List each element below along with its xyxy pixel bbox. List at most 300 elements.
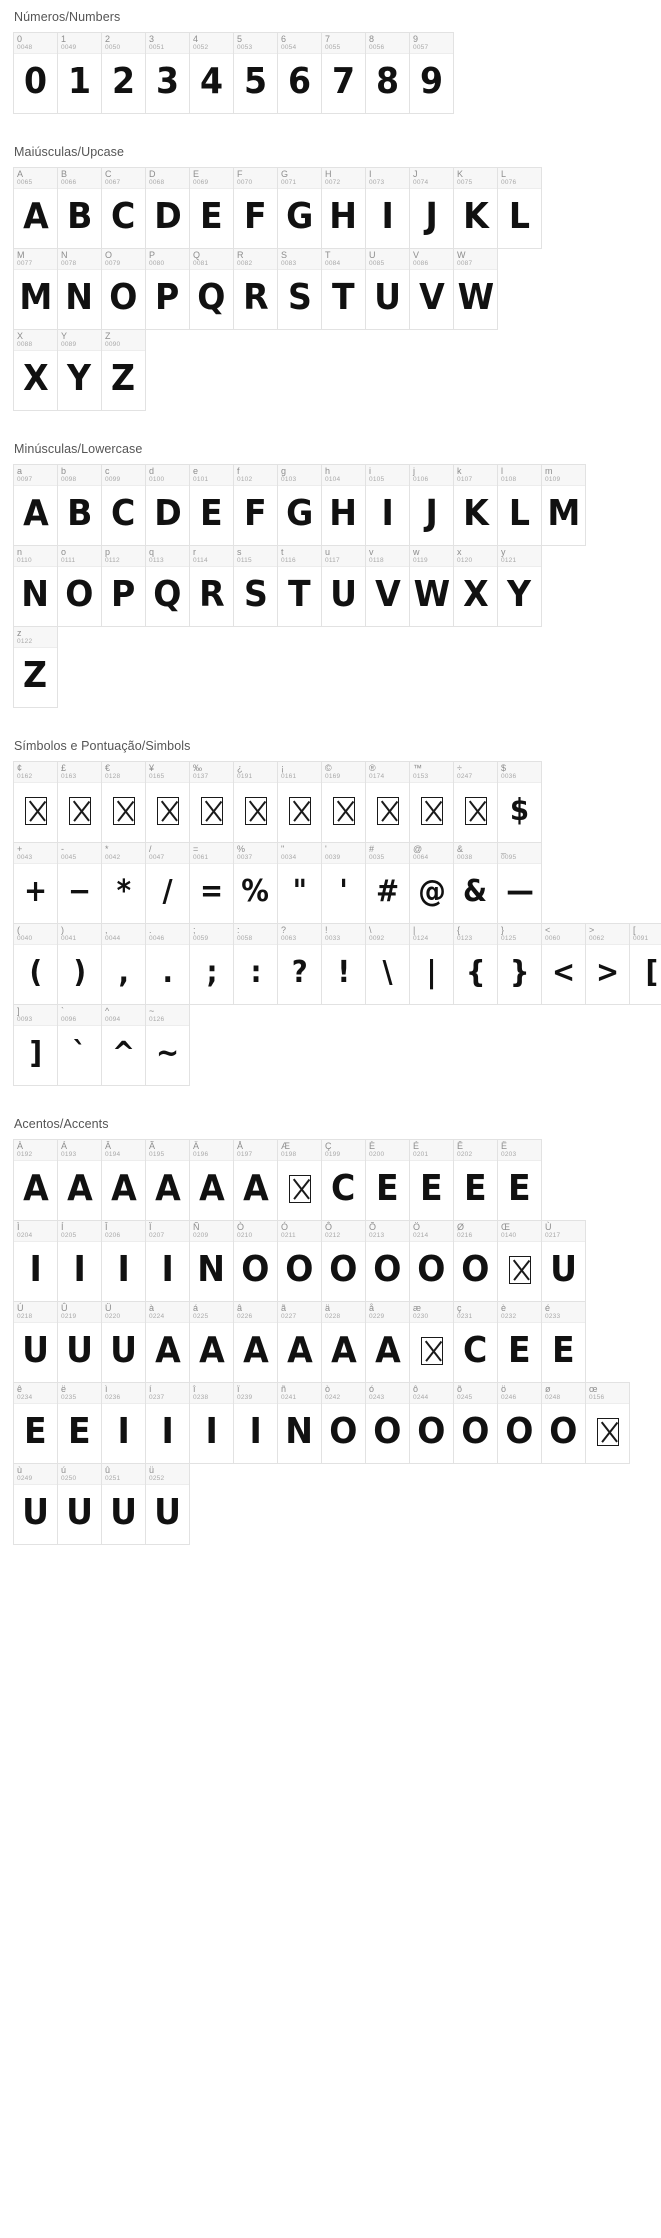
glyph-cell[interactable] bbox=[13, 32, 58, 114]
glyph-preview bbox=[454, 1404, 497, 1464]
glyph-char-label: ö bbox=[501, 1384, 507, 1394]
glyph-cell[interactable] bbox=[101, 545, 146, 627]
glyph-cell-header bbox=[366, 1383, 409, 1404]
glyph-cell[interactable] bbox=[321, 842, 366, 924]
glyph-cell[interactable] bbox=[541, 1220, 586, 1302]
glyph-cell[interactable] bbox=[409, 1382, 454, 1464]
glyph-cell[interactable] bbox=[453, 842, 498, 924]
glyph-cell[interactable] bbox=[365, 248, 410, 330]
glyph-cell[interactable] bbox=[233, 923, 278, 1005]
glyph-preview bbox=[102, 351, 145, 411]
glyph-code-label: 0174 bbox=[369, 773, 385, 780]
section-title: Símbolos e Pontuação/Simbols bbox=[14, 739, 191, 753]
glyph-cell[interactable] bbox=[57, 761, 102, 843]
glyph-cell[interactable] bbox=[321, 1220, 366, 1302]
glyph-cell[interactable] bbox=[453, 1382, 498, 1464]
glyph-char-label: N bbox=[61, 250, 68, 260]
glyph-cell[interactable] bbox=[145, 32, 190, 114]
glyph-cell[interactable] bbox=[101, 329, 146, 411]
glyph-code-label: 0063 bbox=[281, 935, 297, 942]
glyph-cell[interactable] bbox=[277, 1301, 322, 1383]
glyph-char-label: å bbox=[369, 1303, 375, 1313]
glyph-preview bbox=[102, 783, 145, 843]
glyph-cell-header bbox=[234, 1383, 277, 1404]
glyph-cell[interactable] bbox=[57, 32, 102, 114]
glyph-cell[interactable] bbox=[321, 1382, 366, 1464]
glyph-preview bbox=[14, 1404, 57, 1464]
glyph-cell[interactable] bbox=[189, 248, 234, 330]
glyph-cell[interactable] bbox=[497, 923, 542, 1005]
glyph-cell[interactable] bbox=[13, 1463, 58, 1545]
glyph-cell[interactable] bbox=[145, 1301, 190, 1383]
glyph-cell[interactable] bbox=[233, 761, 278, 843]
glyph-code-label: 0163 bbox=[61, 773, 77, 780]
glyph-cell[interactable] bbox=[453, 923, 498, 1005]
glyph-cell[interactable] bbox=[57, 329, 102, 411]
glyph-cell[interactable] bbox=[497, 1382, 542, 1464]
glyph-code-label: 0057 bbox=[413, 44, 429, 51]
glyph-code-label: 0201 bbox=[413, 1151, 429, 1158]
glyph-cell[interactable] bbox=[321, 1301, 366, 1383]
glyph-char-label: ! bbox=[325, 925, 328, 935]
glyph-cell[interactable] bbox=[277, 545, 322, 627]
glyph-cell[interactable] bbox=[541, 1382, 586, 1464]
glyph-cell[interactable] bbox=[145, 464, 190, 546]
glyph-cell[interactable] bbox=[145, 1004, 190, 1086]
glyph-char-label: ã bbox=[281, 1303, 287, 1313]
glyph-render: U bbox=[374, 277, 401, 318]
glyph-render: 5 bbox=[243, 61, 268, 102]
glyph-render: 2 bbox=[111, 61, 136, 102]
glyph-code-label: 0238 bbox=[193, 1394, 209, 1401]
glyph-cell[interactable] bbox=[57, 1004, 102, 1086]
glyph-cell[interactable] bbox=[145, 167, 190, 249]
glyph-preview bbox=[454, 783, 497, 843]
glyph-render: < bbox=[551, 955, 576, 990]
glyph-code-label: 0137 bbox=[193, 773, 209, 780]
glyph-cell[interactable] bbox=[409, 464, 454, 546]
glyph-cell[interactable] bbox=[321, 167, 366, 249]
glyph-code-label: 0216 bbox=[457, 1232, 473, 1239]
glyph-cell[interactable] bbox=[13, 1139, 58, 1221]
glyph-cell[interactable] bbox=[497, 545, 542, 627]
glyph-cell[interactable] bbox=[497, 167, 542, 249]
glyph-cell[interactable] bbox=[57, 545, 102, 627]
glyph-cell[interactable] bbox=[13, 842, 58, 924]
glyph-cell[interactable] bbox=[629, 923, 661, 1005]
glyph-cell[interactable] bbox=[101, 1463, 146, 1545]
glyph-cell[interactable] bbox=[365, 842, 410, 924]
glyph-cell[interactable] bbox=[541, 923, 586, 1005]
glyph-row bbox=[13, 1139, 661, 1220]
glyph-render: 8 bbox=[375, 61, 400, 102]
glyph-code-label: 0078 bbox=[61, 260, 77, 267]
glyph-cell[interactable] bbox=[497, 1301, 542, 1383]
glyph-cell[interactable] bbox=[101, 248, 146, 330]
glyph-cell[interactable] bbox=[13, 923, 58, 1005]
glyph-code-label: 0235 bbox=[61, 1394, 77, 1401]
glyph-cell[interactable] bbox=[13, 464, 58, 546]
glyph-cell[interactable] bbox=[189, 1220, 234, 1302]
glyph-cell-header bbox=[190, 1140, 233, 1161]
glyph-cell-header bbox=[146, 762, 189, 783]
glyph-code-label: 0209 bbox=[193, 1232, 209, 1239]
glyph-char-label: g bbox=[281, 466, 287, 476]
glyph-cell[interactable] bbox=[497, 761, 542, 843]
glyph-cell[interactable] bbox=[145, 248, 190, 330]
glyph-cell[interactable] bbox=[409, 1220, 454, 1302]
glyph-cell[interactable] bbox=[145, 842, 190, 924]
glyph-cell[interactable] bbox=[365, 167, 410, 249]
glyph-cell[interactable] bbox=[145, 545, 190, 627]
glyph-cell[interactable] bbox=[365, 464, 410, 546]
glyph-char-label: æ bbox=[413, 1303, 422, 1313]
glyph-cell[interactable] bbox=[57, 248, 102, 330]
glyph-preview bbox=[146, 1242, 189, 1302]
glyph-cell[interactable] bbox=[541, 464, 586, 546]
glyph-cell[interactable] bbox=[13, 1301, 58, 1383]
glyph-preview bbox=[278, 567, 321, 627]
glyph-char-label: Ì bbox=[17, 1222, 20, 1232]
glyph-cell[interactable] bbox=[57, 842, 102, 924]
glyph-render: M bbox=[547, 493, 580, 534]
glyph-preview bbox=[58, 1404, 101, 1464]
glyph-code-label: 0113 bbox=[149, 557, 164, 564]
glyph-preview bbox=[322, 270, 365, 330]
glyph-cell[interactable] bbox=[277, 464, 322, 546]
glyph-char-label: ¿ bbox=[237, 763, 243, 773]
glyph-cell-header bbox=[14, 627, 57, 648]
glyph-cell[interactable] bbox=[57, 464, 102, 546]
glyph-cell[interactable] bbox=[497, 464, 542, 546]
glyph-cell[interactable] bbox=[409, 167, 454, 249]
glyph-cell-header bbox=[278, 546, 321, 567]
glyph-char-label: Œ bbox=[501, 1222, 510, 1232]
glyph-cell[interactable] bbox=[321, 464, 366, 546]
glyph-cell[interactable] bbox=[189, 464, 234, 546]
glyph-cell-header bbox=[454, 762, 497, 783]
glyph-char-label: È bbox=[369, 1141, 376, 1151]
glyph-render: D bbox=[153, 196, 182, 237]
glyph-preview bbox=[14, 189, 57, 249]
glyph-cell[interactable] bbox=[101, 32, 146, 114]
glyph-char-label: Ê bbox=[457, 1141, 464, 1151]
glyph-preview bbox=[322, 1161, 365, 1221]
glyph-cell-header bbox=[322, 1140, 365, 1161]
glyph-cell[interactable] bbox=[57, 1301, 102, 1383]
glyph-cell[interactable] bbox=[13, 545, 58, 627]
glyph-cell-header bbox=[542, 1302, 585, 1323]
glyph-cell-header bbox=[322, 1302, 365, 1323]
glyph-cell[interactable] bbox=[57, 1139, 102, 1221]
glyph-cell[interactable] bbox=[409, 923, 454, 1005]
glyph-preview bbox=[190, 54, 233, 114]
glyph-code-label: 0205 bbox=[61, 1232, 77, 1239]
glyph-cell-header bbox=[190, 546, 233, 567]
glyph-char-label: œ bbox=[589, 1384, 598, 1394]
glyph-cell[interactable] bbox=[233, 545, 278, 627]
glyph-cell-header bbox=[58, 33, 101, 54]
glyph-preview bbox=[454, 486, 497, 546]
glyph-cell[interactable] bbox=[277, 32, 322, 114]
glyph-cell[interactable] bbox=[189, 1139, 234, 1221]
glyph-cell[interactable] bbox=[101, 1382, 146, 1464]
glyph-cell[interactable] bbox=[101, 923, 146, 1005]
glyph-cell[interactable] bbox=[189, 842, 234, 924]
glyph-cell-header bbox=[366, 168, 409, 189]
glyph-cell[interactable] bbox=[541, 1301, 586, 1383]
glyph-code-label: 0076 bbox=[501, 179, 517, 186]
glyph-cell[interactable] bbox=[13, 626, 58, 708]
glyph-row bbox=[13, 761, 661, 842]
glyph-code-label: 0194 bbox=[105, 1151, 121, 1158]
glyph-cell[interactable] bbox=[233, 32, 278, 114]
glyph-cell[interactable] bbox=[189, 545, 234, 627]
glyph-char-label: ' bbox=[325, 844, 327, 854]
glyph-preview bbox=[102, 54, 145, 114]
glyph-char-label: ï bbox=[237, 1384, 240, 1394]
glyph-cell[interactable] bbox=[233, 1220, 278, 1302]
glyph-cell-header bbox=[366, 465, 409, 486]
glyph-cell[interactable] bbox=[365, 1301, 410, 1383]
glyph-cell[interactable] bbox=[233, 842, 278, 924]
glyph-char-label: Í bbox=[61, 1222, 64, 1232]
glyph-cell[interactable] bbox=[277, 248, 322, 330]
glyph-cell[interactable] bbox=[277, 1382, 322, 1464]
glyph-render: 0 bbox=[23, 61, 48, 102]
glyph-cell[interactable] bbox=[13, 248, 58, 330]
glyph-cell[interactable] bbox=[277, 761, 322, 843]
glyph-cell[interactable] bbox=[321, 761, 366, 843]
glyph-cell[interactable] bbox=[277, 923, 322, 1005]
glyph-preview bbox=[410, 189, 453, 249]
glyph-render: I bbox=[29, 1249, 42, 1290]
glyph-preview bbox=[410, 54, 453, 114]
glyph-cell[interactable] bbox=[57, 167, 102, 249]
glyph-cell[interactable] bbox=[233, 167, 278, 249]
glyph-char-label: w bbox=[413, 547, 420, 557]
glyph-cell[interactable] bbox=[145, 1382, 190, 1464]
glyph-cell[interactable] bbox=[365, 761, 410, 843]
glyph-cell[interactable] bbox=[409, 1139, 454, 1221]
glyph-cell-header bbox=[630, 924, 661, 945]
glyph-cell[interactable] bbox=[409, 842, 454, 924]
glyph-code-label: 0229 bbox=[369, 1313, 385, 1320]
glyph-cell[interactable] bbox=[321, 923, 366, 1005]
glyph-cell[interactable] bbox=[321, 248, 366, 330]
glyph-cell[interactable] bbox=[321, 32, 366, 114]
glyph-cell[interactable] bbox=[57, 1382, 102, 1464]
glyph-code-label: 0103 bbox=[281, 476, 297, 483]
glyph-preview bbox=[14, 486, 57, 546]
glyph-cell-header bbox=[102, 465, 145, 486]
glyph-cell[interactable] bbox=[233, 464, 278, 546]
glyph-cell[interactable] bbox=[101, 1139, 146, 1221]
glyph-render: A bbox=[286, 1330, 313, 1371]
glyph-char-label: | bbox=[413, 925, 416, 935]
glyph-cell[interactable] bbox=[101, 1220, 146, 1302]
glyph-cell[interactable] bbox=[365, 1139, 410, 1221]
glyph-cell[interactable] bbox=[189, 1301, 234, 1383]
glyph-code-label: 0124 bbox=[413, 935, 429, 942]
glyph-cell[interactable] bbox=[365, 1220, 410, 1302]
glyph-cell[interactable] bbox=[233, 1139, 278, 1221]
glyph-cell[interactable] bbox=[145, 923, 190, 1005]
glyph-cell[interactable] bbox=[453, 1139, 498, 1221]
glyph-render: E bbox=[508, 1330, 531, 1371]
glyph-cell-header bbox=[146, 249, 189, 270]
glyph-code-label: 0246 bbox=[501, 1394, 517, 1401]
glyph-cell[interactable] bbox=[365, 32, 410, 114]
glyph-char-label: ) bbox=[61, 925, 64, 935]
glyph-cell[interactable] bbox=[233, 248, 278, 330]
glyph-cell[interactable] bbox=[13, 329, 58, 411]
glyph-cell[interactable] bbox=[409, 248, 454, 330]
glyph-cell[interactable] bbox=[277, 1139, 322, 1221]
glyph-cell-header bbox=[146, 1302, 189, 1323]
glyph-code-label: 0056 bbox=[369, 44, 385, 51]
glyph-render: G bbox=[285, 493, 314, 534]
glyph-cell[interactable] bbox=[13, 761, 58, 843]
glyph-cell[interactable] bbox=[453, 1220, 498, 1302]
glyph-cell[interactable] bbox=[365, 923, 410, 1005]
glyph-code-label: 0067 bbox=[105, 179, 121, 186]
glyph-cell[interactable] bbox=[189, 32, 234, 114]
glyph-cell[interactable] bbox=[409, 1301, 454, 1383]
glyph-preview bbox=[102, 270, 145, 330]
glyph-cell[interactable] bbox=[189, 761, 234, 843]
glyph-preview bbox=[498, 1404, 541, 1464]
glyph-cell[interactable] bbox=[145, 1220, 190, 1302]
glyph-char-label: K bbox=[457, 169, 464, 179]
glyph-char-label: j bbox=[413, 466, 415, 476]
glyph-code-label: 0062 bbox=[589, 935, 605, 942]
glyph-cell[interactable] bbox=[57, 1463, 102, 1545]
glyph-cell[interactable] bbox=[497, 842, 542, 924]
glyph-cell[interactable] bbox=[101, 842, 146, 924]
glyph-preview bbox=[58, 1242, 101, 1302]
glyph-cell[interactable] bbox=[453, 167, 498, 249]
glyph-preview bbox=[234, 864, 277, 924]
glyph-cell[interactable] bbox=[189, 1382, 234, 1464]
glyph-cell[interactable] bbox=[585, 923, 630, 1005]
glyph-cell[interactable] bbox=[321, 1139, 366, 1221]
glyph-cell[interactable] bbox=[453, 545, 498, 627]
missing-glyph-icon bbox=[465, 797, 487, 825]
glyph-preview bbox=[190, 189, 233, 249]
glyph-code-label: 0117 bbox=[325, 557, 340, 564]
glyph-code-label: 0040 bbox=[17, 935, 33, 942]
glyph-char-label: Y bbox=[61, 331, 68, 341]
glyph-cell[interactable] bbox=[57, 1220, 102, 1302]
glyph-cell[interactable] bbox=[145, 761, 190, 843]
glyph-render: \ bbox=[382, 955, 393, 990]
glyph-code-label: 0091 bbox=[633, 935, 649, 942]
glyph-cell[interactable] bbox=[101, 464, 146, 546]
glyph-cell[interactable] bbox=[189, 167, 234, 249]
glyph-cell[interactable] bbox=[13, 1382, 58, 1464]
glyph-render: O bbox=[549, 1411, 578, 1452]
glyph-cell[interactable] bbox=[409, 545, 454, 627]
glyph-render: ~ bbox=[155, 1036, 180, 1071]
glyph-cell[interactable] bbox=[233, 1301, 278, 1383]
glyph-cell[interactable] bbox=[101, 1004, 146, 1086]
glyph-cell[interactable] bbox=[409, 761, 454, 843]
glyph-cell[interactable] bbox=[453, 464, 498, 546]
missing-glyph-icon bbox=[157, 797, 179, 825]
glyph-cell[interactable] bbox=[145, 1139, 190, 1221]
glyph-preview bbox=[58, 270, 101, 330]
glyph-row bbox=[13, 1004, 661, 1085]
glyph-cell-header bbox=[14, 1005, 57, 1026]
glyph-preview bbox=[454, 567, 497, 627]
glyph-char-label: 7 bbox=[325, 34, 331, 44]
glyph-preview bbox=[366, 486, 409, 546]
glyph-cell[interactable] bbox=[13, 1004, 58, 1086]
glyph-cell[interactable] bbox=[497, 1139, 542, 1221]
glyph-cell[interactable] bbox=[57, 923, 102, 1005]
glyph-grid bbox=[0, 32, 661, 113]
glyph-render: " bbox=[292, 874, 307, 909]
glyph-preview bbox=[58, 54, 101, 114]
glyph-cell[interactable] bbox=[321, 545, 366, 627]
glyph-cell[interactable] bbox=[101, 1301, 146, 1383]
glyph-cell[interactable] bbox=[409, 32, 454, 114]
glyph-code-label: 0058 bbox=[237, 935, 253, 942]
glyph-cell[interactable] bbox=[585, 1382, 630, 1464]
glyph-cell[interactable] bbox=[453, 248, 498, 330]
glyph-render: K bbox=[462, 196, 489, 237]
glyph-preview bbox=[102, 567, 145, 627]
glyph-render: A bbox=[22, 493, 49, 534]
glyph-cell-header bbox=[278, 168, 321, 189]
missing-glyph-icon bbox=[245, 797, 267, 825]
glyph-preview bbox=[190, 1404, 233, 1464]
glyph-cell[interactable] bbox=[101, 761, 146, 843]
glyph-cell[interactable] bbox=[453, 761, 498, 843]
glyph-char-label: i bbox=[369, 466, 371, 476]
glyph-code-label: 0241 bbox=[281, 1394, 297, 1401]
glyph-code-label: 0050 bbox=[105, 44, 121, 51]
glyph-char-label: { bbox=[457, 925, 461, 935]
glyph-cell[interactable] bbox=[277, 167, 322, 249]
glyph-preview bbox=[58, 1485, 101, 1545]
glyph-cell[interactable] bbox=[497, 1220, 542, 1302]
glyph-render: — bbox=[505, 874, 534, 909]
glyph-cell[interactable] bbox=[189, 923, 234, 1005]
glyph-cell[interactable] bbox=[145, 1463, 190, 1545]
glyph-render: | bbox=[426, 955, 437, 990]
glyph-char-label: € bbox=[105, 763, 111, 773]
glyph-cell[interactable] bbox=[365, 1382, 410, 1464]
glyph-char-label: > bbox=[589, 925, 595, 935]
glyph-cell[interactable] bbox=[13, 167, 58, 249]
glyph-row bbox=[13, 545, 661, 626]
glyph-cell[interactable] bbox=[13, 1220, 58, 1302]
glyph-cell[interactable] bbox=[453, 1301, 498, 1383]
glyph-cell-header bbox=[14, 546, 57, 567]
glyph-cell[interactable] bbox=[233, 1382, 278, 1464]
glyph-render: N bbox=[65, 277, 94, 318]
glyph-cell[interactable] bbox=[277, 842, 322, 924]
glyph-code-label: 0213 bbox=[369, 1232, 385, 1239]
glyph-code-label: 0097 bbox=[17, 476, 33, 483]
glyph-cell-header bbox=[234, 1221, 277, 1242]
glyph-cell[interactable] bbox=[277, 1220, 322, 1302]
glyph-cell[interactable] bbox=[101, 167, 146, 249]
glyph-cell[interactable] bbox=[365, 545, 410, 627]
glyph-cell-header bbox=[190, 33, 233, 54]
